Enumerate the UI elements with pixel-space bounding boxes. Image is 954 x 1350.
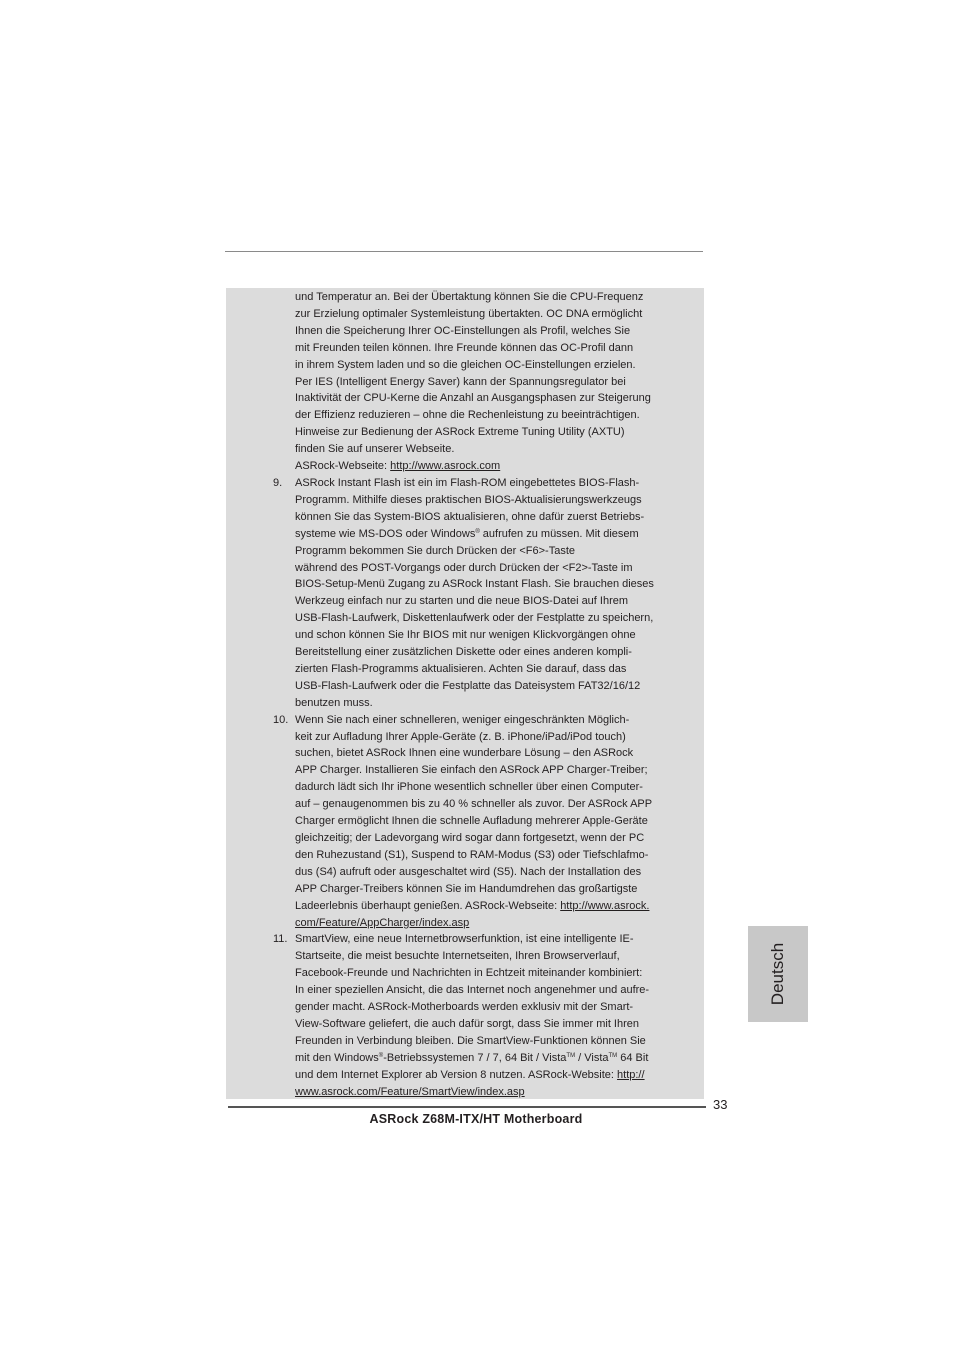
text-line: Per IES (Intelligent Energy Saver) kann der Spannungsregulator bei xyxy=(295,375,626,388)
text-line: während des POST-Vorgangs oder durch Drücken der <F2>-Taste im xyxy=(295,561,633,574)
text-line xyxy=(295,1084,667,1101)
text-line: Programm bekommen Sie durch Drücken der <F6>-Taste xyxy=(295,544,576,557)
page-number: 33 xyxy=(713,1097,728,1112)
text-line: auf – genaugenommen bis zu 40 % schneller als zuvor. Der ASRock APP xyxy=(295,798,653,811)
text-line: können Sie das System-BIOS aktualisieren, ohne dafür zuerst Betriebs- xyxy=(295,510,645,523)
app-charger-link[interactable]: http://www.asrock. xyxy=(560,899,650,912)
text-line: keit zur Aufladung Ihrer Apple-Geräte (z. B. iPhone/iPad/iPod touch) xyxy=(295,730,626,743)
text-line: ASRock Instant Flash ist ein im Flash-ROM eingebettetes BIOS-Flash- xyxy=(295,476,640,489)
text-line: Wenn Sie nach einer schnelleren, weniger eingeschränkten Möglich- xyxy=(295,713,630,726)
text-line: Inaktivität der CPU-Kerne die Anzahl an Ausgangsphasen zur Steigerung xyxy=(295,392,651,405)
app-charger-link-cont[interactable]: com/Feature/AppCharger/index.asp xyxy=(295,916,470,929)
trademark-mark: TM xyxy=(608,1052,618,1059)
text-line: APP Charger-Treibers können Sie im Handumdrehen das großartigste xyxy=(295,882,638,895)
text-line xyxy=(295,898,667,915)
website-label: ASRock-Webseite: xyxy=(295,460,391,473)
text-line: Programm. Mithilfe dieses praktischen BIOS-Aktualisierungswerkzeugs xyxy=(295,493,642,506)
text-line xyxy=(295,1067,667,1084)
text-line: BIOS-Setup-Menü Zugang zu ASRock Instant Flash. Sie brauchen dieses xyxy=(295,578,654,591)
text-line: SmartView, eine neue Internetbrowserfunktion, ist eine intelligente IE- xyxy=(295,933,634,946)
trademark-mark: TM xyxy=(566,1052,576,1059)
registered-mark: ® xyxy=(475,528,480,535)
manual-text xyxy=(273,289,667,1101)
text-line: und schon können Sie Ihr BIOS mit nur wenigen Klickvorgängen ohne xyxy=(295,629,636,642)
text-line: gender macht. ASRock-Motherboards werden exklusiv mit der Smart- xyxy=(295,1001,634,1014)
text-line: Bereitstellung einer zusätzlichen Diskette oder eines anderen kompli- xyxy=(295,646,632,659)
text-line: USB-Flash-Laufwerk, Diskettenlaufwerk oder der Festplatte zu speichern, xyxy=(295,612,654,625)
text-line: in ihrem System laden und so die gleichen OC-Einstellungen erzielen. xyxy=(295,358,636,371)
text-line: Werkzeug einfach nur zu starten und die neue BIOS-Datei auf Ihrem xyxy=(295,595,629,608)
text-span: systeme wie MS-DOS oder Windows xyxy=(295,527,476,540)
text-line xyxy=(295,526,667,543)
text-line: Hinweise zur Bedienung der ASRock Extreme Tuning Utility (AXTU) xyxy=(295,426,625,439)
text-line: der Effizienz reduzieren – ohne die Rechenleistung zu beeinträchtigen. xyxy=(295,409,640,422)
list-item-9 xyxy=(273,475,667,712)
text-span: Ladeerlebnis überhaupt genießen. ASRock-Webseite: xyxy=(295,899,561,912)
registered-mark: ® xyxy=(378,1052,384,1059)
text-line: Facebook-Freunde und Nachrichten in Echtzeit miteinander kombiniert: xyxy=(295,967,643,980)
text-line: View-Software geliefert, die auch dafür sorgt, dass Sie immer mit Ihren xyxy=(295,1017,640,1030)
text-line: und Temperatur an. Bei der Übertaktung können Sie die CPU-Frequenz xyxy=(295,291,644,303)
text-line: Startseite, die meist besuchte Internetseiten, Ihren Browserverlauf, xyxy=(295,950,620,963)
text-span: mit den Windows xyxy=(295,1051,379,1064)
text-span: aufrufen zu müssen. Mit diesem xyxy=(479,527,639,540)
text-line: zierten Flash-Programms aktualisieren. Achten Sie darauf, dass das xyxy=(295,662,627,675)
website-line xyxy=(295,458,667,475)
text-span: -Betriebssystemen 7 / 7, 64 Bit / Vista xyxy=(383,1051,567,1064)
text-line xyxy=(295,1050,667,1067)
text-line: den Ruhezustand (S1), Suspend to RAM-Modus (S3) oder Tiefschlafmo- xyxy=(295,848,649,861)
text-line xyxy=(295,915,667,932)
text-line: APP Charger. Installieren Sie einfach den ASRock APP Charger-Treiber; xyxy=(295,764,648,777)
text-span: und dem Internet Explorer ab Version 8 nutzen. ASRock-Website: xyxy=(295,1068,618,1081)
text-line: Charger ermöglicht Ihnen die schnelle Aufladung mehrerer Apple-Geräte xyxy=(295,815,648,828)
asrock-link[interactable]: http://www.asrock.com xyxy=(390,460,501,473)
list-item-11 xyxy=(273,931,667,1100)
text-line: In einer speziellen Ansicht, die das Internet noch angenehmer und aufre- xyxy=(295,984,650,997)
top-divider xyxy=(225,251,703,252)
intro-paragraph xyxy=(295,289,667,475)
list-item-10 xyxy=(273,712,667,932)
text-line: USB-Flash-Laufwerk oder die Festplatte das Dateisystem FAT32/16/12 xyxy=(295,679,641,692)
text-span: 64 Bit xyxy=(617,1051,649,1064)
text-line: suchen, bietet ASRock Ihnen eine wunderbare Lösung – den ASRock xyxy=(295,747,634,760)
text-line: mit Freunden teilen können. Ihre Freunde können das OC-Profil dann xyxy=(295,341,634,354)
text-line: dus (S4) aufruft oder ausgeschaltet wird (S5). Nach der Installation des xyxy=(295,865,642,878)
text-line: benutzen muss. xyxy=(295,696,373,709)
text-line: Freunden in Verbindung bleiben. Die SmartView-Funktionen können Sie xyxy=(295,1034,646,1047)
smartview-link[interactable]: http:// xyxy=(617,1068,645,1081)
text-span: / Vista xyxy=(575,1051,609,1064)
text-line: Ihnen die Speicherung Ihrer OC-Einstellungen als Profil, welches Sie xyxy=(295,324,631,337)
text-line: finden Sie auf unserer Webseite. xyxy=(295,443,455,456)
text-line: dadurch lädt sich Ihr iPhone wesentlich schneller über einen Computer- xyxy=(295,781,643,794)
text-line: zur Erzielung optimaler Systemleistung übertakten. OC DNA ermöglicht xyxy=(295,307,643,320)
text-line: gleichzeitig; der Ladevorgang wird sogar dann fortgesetzt, wenn der PC xyxy=(295,832,645,844)
item-number: 11. xyxy=(273,933,288,946)
language-label: Deutsch xyxy=(768,942,787,1006)
item-number: 10. xyxy=(273,713,289,726)
footer-title: ASRock Z68M-ITX/HT Motherboard xyxy=(369,1112,583,1126)
item-number: 9. xyxy=(273,476,283,489)
bottom-divider xyxy=(228,1106,706,1108)
language-tab xyxy=(748,926,808,1022)
smartview-link-cont[interactable]: www.asrock.com/Feature/SmartView/index.asp xyxy=(295,1085,525,1098)
